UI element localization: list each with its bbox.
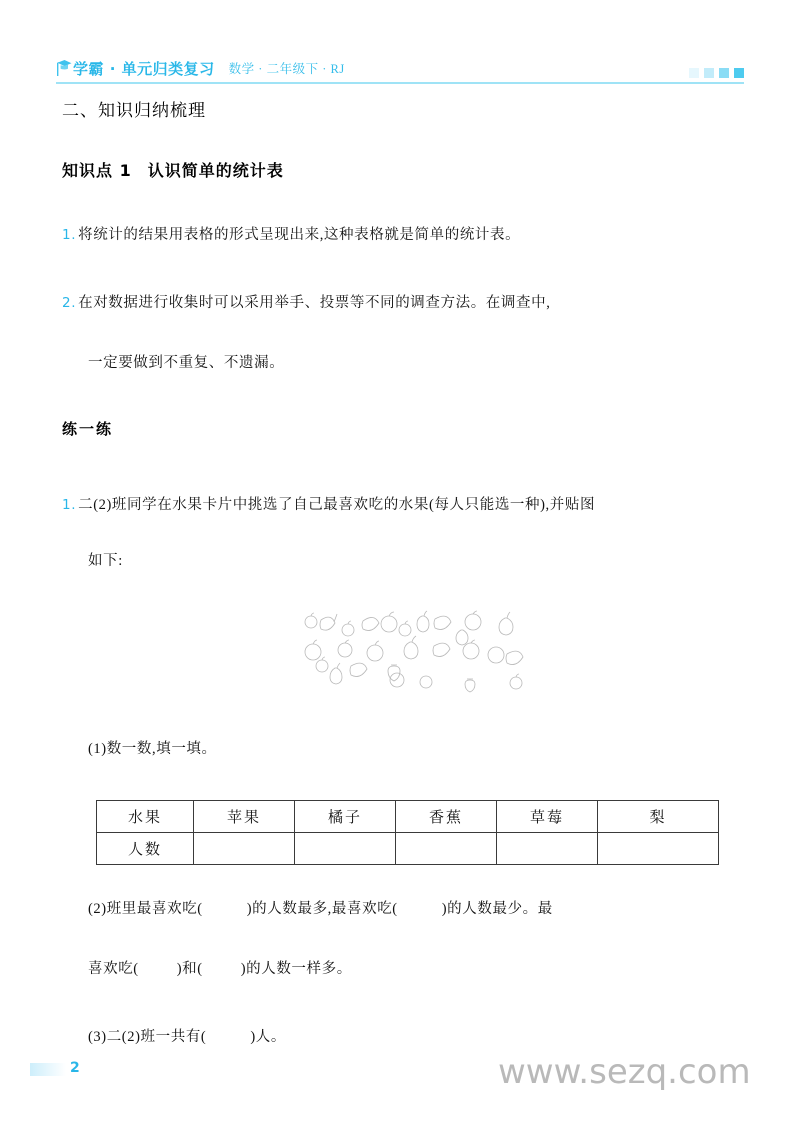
fruit-banana — [434, 616, 451, 629]
table-header-label: 水果 — [97, 801, 194, 833]
table-cell-count-apple[interactable] — [194, 833, 295, 865]
q2-text-f: )的人数一样多。 — [240, 961, 352, 977]
knowledge-item-2-number: 2. — [62, 295, 77, 311]
knowledge-point-number: 知识点 1 — [62, 161, 132, 180]
knowledge-item-1 — [62, 224, 520, 246]
fruit-banana — [506, 651, 523, 664]
knowledge-point-label: 认识简单的统计表 — [147, 161, 284, 180]
fruit-banana — [350, 663, 367, 676]
fruit-pear — [330, 663, 342, 684]
q2-text-e: )和( — [176, 961, 203, 977]
fruit-pear — [404, 636, 418, 659]
page-header — [56, 52, 744, 84]
q3-text-a: (3)二(2)班一共有( — [88, 1029, 207, 1045]
fruit-banana — [433, 643, 450, 656]
knowledge-item-2-line-2: 一定要做到不重复、不遗漏。 — [88, 355, 285, 371]
header-row — [56, 52, 744, 78]
table-row-label-count: 人数 — [97, 833, 194, 865]
fruit-orange — [420, 676, 432, 688]
header-square-1 — [689, 68, 699, 78]
table-header-apple: 苹果 — [194, 801, 295, 833]
header-square-decoration — [689, 68, 744, 78]
footer-accent-bar — [30, 1063, 66, 1076]
fruit-apple — [316, 657, 328, 672]
exercise-1-question-1: (1)数一数,填一填。 — [88, 741, 217, 757]
q2-text-c: )的人数最少。最 — [441, 901, 553, 917]
table-header-strawberry: 草莓 — [497, 801, 598, 833]
fruit-apple — [338, 640, 352, 657]
knowledge-item-1-text: 将统计的结果用表格的形式呈现出来,这种表格就是简单的统计表。 — [78, 227, 521, 243]
table-cell-count-banana[interactable] — [396, 833, 497, 865]
knowledge-item-2-line-1 — [62, 292, 550, 314]
fruit-banana — [362, 617, 379, 630]
fruit-pear — [417, 611, 429, 632]
table-cell-count-strawberry[interactable] — [497, 833, 598, 865]
page-number: 2 — [70, 1060, 80, 1076]
fruit-banana — [320, 614, 337, 630]
fruit-orange — [465, 611, 481, 630]
q2-text-b: )的人数最多,最喜欢吃( — [246, 901, 398, 917]
exercise-1-question-2-line-1 — [88, 898, 553, 920]
fruit-orange — [381, 612, 397, 632]
header-divider — [56, 82, 744, 84]
q3-text-b: )人。 — [250, 1029, 286, 1045]
graduation-cap-icon — [56, 59, 72, 77]
exercise-1-stem-line-2: 如下: — [88, 553, 123, 569]
exercise-1-number: 1. — [62, 497, 77, 513]
header-square-2 — [704, 68, 714, 78]
fruit-pear — [499, 612, 513, 635]
fruit-apple — [342, 621, 354, 636]
exercise-1-question-3 — [88, 1026, 286, 1048]
exercise-1-stem-line-1 — [62, 494, 595, 516]
table-cell-count-orange[interactable] — [295, 833, 396, 865]
section-title: 二、知识归纳梳理 — [62, 101, 206, 121]
statistics-table — [96, 800, 719, 865]
fruit-pear — [456, 630, 468, 645]
knowledge-point-title — [62, 158, 284, 181]
knowledge-item-2-text-a: 在对数据进行收集时可以采用举手、投票等不同的调查方法。在调查中, — [78, 295, 551, 311]
exercise-1-question-2-line-2 — [88, 958, 352, 980]
header-subtitle: 数学 · 二年级下 · RJ — [228, 62, 345, 76]
table-header-pear: 梨 — [598, 801, 719, 833]
fruit-orange — [463, 640, 479, 659]
fruit-apple — [399, 621, 411, 636]
table-row-header — [97, 801, 719, 833]
table-row-counts — [97, 833, 719, 865]
header-title: 学霸 · 单元归类复习 — [73, 60, 215, 78]
watermark: www.sezq.com — [498, 1052, 751, 1092]
header-square-4 — [734, 68, 744, 78]
fruit-strawberry — [465, 679, 475, 692]
fruit-apple — [367, 641, 383, 661]
fruit-apple — [305, 640, 321, 660]
fruit-apple — [510, 674, 522, 689]
exercise-1-stem-text: 二(2)班同学在水果卡片中挑选了自己最喜欢吃的水果(每人只能选一种),并贴图 — [78, 497, 596, 513]
fruit-cards-illustration — [293, 606, 535, 694]
table-cell-count-pear[interactable] — [598, 833, 719, 865]
fruit-orange — [488, 647, 504, 663]
q2-text-d: 喜欢吃( — [88, 961, 139, 977]
table-header-banana: 香蕉 — [396, 801, 497, 833]
practice-heading: 练一练 — [62, 420, 114, 438]
header-square-3 — [719, 68, 729, 78]
q2-text-a: (2)班里最喜欢吃( — [88, 901, 203, 917]
knowledge-item-1-number: 1. — [62, 227, 77, 243]
table-header-orange: 橘子 — [295, 801, 396, 833]
fruit-apple — [305, 613, 317, 628]
